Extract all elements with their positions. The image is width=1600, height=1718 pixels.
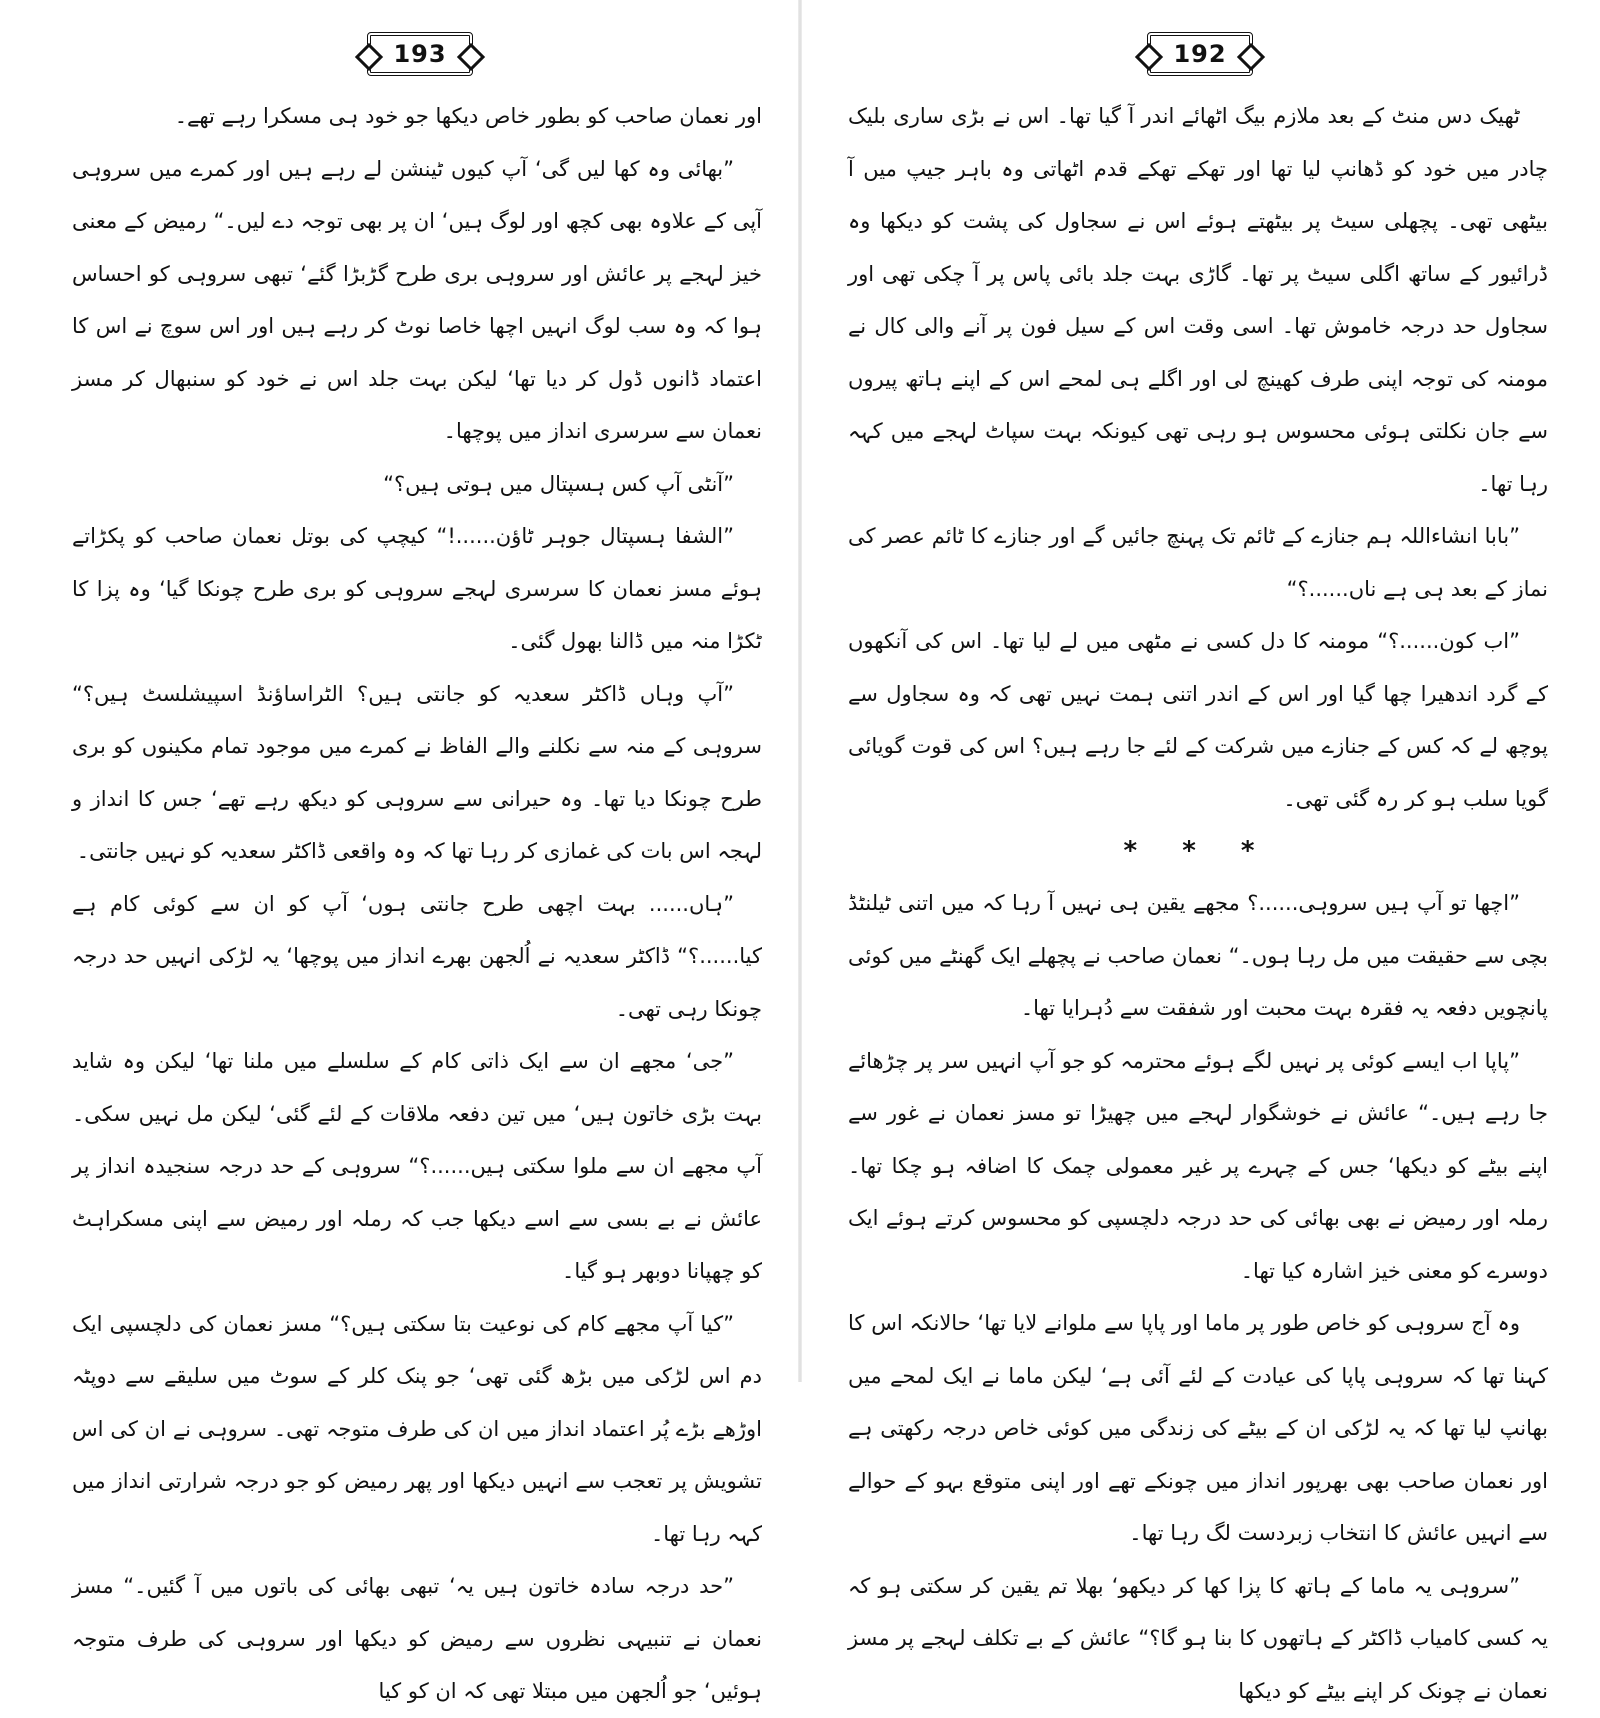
paragraph: ”سروہی یہ ماما کے ہاتھ کا پزا کھا کر دیکھو‘ بھلا تم یقین کر سکتی ہو کہ یہ کسی کامیاب ڈاکٹر کے ہاتھوں کا بنا ہو گا؟“ عائش کے بے تکلف لہجے پر مسز نعمان نے چونک کر اپنے بیٹے کو دیکھا — [848, 1573, 1548, 1703]
paragraph: ”پاپا اب ایسے کوئی پر نہیں لگے ہوئے محترمہ کو جو آپ انہیں سر پر چڑھائے جا رہے ہیں۔“ عائش نے خوشگوار لہجے میں چھیڑا تو مسز نعمان نے غور سے اپنے بیٹے کو دیکھا‘ جس کے چہرے پر غیر معمولی چمک کا اضافہ ہو چکا تھا۔ رملہ اور رمیض نے بھی بھائی کی حد درجہ دلچسپی کو محسوس کرتے ہوئے ایک دوسرے کو معنی خیز اشارہ کیا تھا۔ — [848, 1048, 1548, 1283]
paragraph: ”بابا انشاءاللہ ہم جنازے کے ٹائم تک پہنچ جائیں گے اور جنازے کا ٹائم عصر کی نماز کے بعد ہی ہے ناں......؟“ — [848, 524, 1548, 601]
page-number-193: 193 — [367, 32, 472, 76]
paragraph: ”اب کون......؟“ مومنہ کا دل کسی نے مٹھی میں لے لیا تھا۔ اس کی آنکھوں کے گرد اندھیرا چھا گیا اور اس کے اندر اتنی ہمت نہیں تھی کہ وہ سجاول سے پوچھ لے کہ کس کے جنازے میں شرکت کے لئے جا رہے ہیں؟ اس کی قوت گویائی گویا سلب ہو کر رہ گئی تھی۔ — [848, 629, 1548, 811]
paragraph: ”آنٹی آپ کس ہسپتال میں ہوتی ہیں؟“ — [383, 471, 734, 496]
right-page-text — [848, 90, 1548, 1717]
paragraph: ”بھائی وہ کھا لیں گی‘ آپ کیوں ٹینشن لے رہے ہیں اور کمرے میں سروہی آپی کے علاوہ بھی کچھ اور لوگ ہیں‘ ان پر بھی توجہ دے لیں۔“ رمیض کے معنی خیز لہجے پر عائش اور سروہی بری طرح گڑبڑا گئے‘ تبھی سروہی کو احساس ہوا کہ وہ سب لوگ انہیں اچھا خاصا نوٹ کر رہے ہیں اور اس سوچ نے اس کا اعتماد ڈانوں ڈول کر دیا تھا‘ لیکن بہت جلد اس نے خود کو سنبھال کر مسز نعمان سے سرسری انداز میں پوچھا۔ — [72, 156, 762, 443]
paragraph: ”جی‘ مجھے ان سے ایک ذاتی کام کے سلسلے میں ملنا تھا‘ لیکن وہ شاید بہت بڑی خاتون ہیں‘ میں تین دفعہ ملاقات کے لئے گئی‘ لیکن مل نہیں سکی۔ آپ مجھے ان سے ملوا سکتی ہیں......؟“ سروہی کے حد درجہ سنجیدہ انداز پر عائش نے بے بسی سے اسے دیکھا جب کہ رملہ اور رمیض سے اپنی مسکراہٹ کو چھپانا دوبھر ہو گیا۔ — [72, 1049, 762, 1283]
page-number-192: 192 — [1147, 32, 1252, 76]
right-page-header — [800, 32, 1600, 76]
right-page — [800, 0, 1600, 1703]
paragraph: ”حد درجہ سادہ خاتون ہیں یہ‘ تبھی بھائی کی باتوں میں آ گئیں۔“ مسز نعمان نے تنبیہی نظروں سے رمیض کو دیکھا اور سروہی کی طرف متوجہ ہوئیں‘ جو اُلجھن میں مبتلا تھی کہ ان کو کیا — [72, 1574, 762, 1703]
paragraph: ”ہاں...... بہت اچھی طرح جانتی ہوں‘ آپ کو ان سے کوئی کام ہے کیا......؟“ ڈاکٹر سعدیہ نے اُلجھن بھرے انداز میں پوچھا‘ یہ لڑکی انہیں حد درجہ چونکا رہی تھی۔ — [72, 891, 762, 1021]
paragraph: ”کیا آپ مجھے کام کی نوعیت بتا سکتی ہیں؟“ مسز نعمان کی دلچسپی ایک دم اس لڑکی میں بڑھ گئی تھی‘ جو پنک کلر کے سوٹ میں سلیقے سے دوپٹہ اوڑھے بڑے پُر اعتماد انداز میں ان کی طرف متوجہ تھی۔ سروہی نے ان کی اس تشویش پر تعجب سے انہیں دیکھا اور پھر رمیض کو جو درجہ شرارتی انداز میں کہہ رہا تھا۔ — [72, 1311, 762, 1546]
paragraph: وہ آج سروہی کو خاص طور پر ماما اور پاپا سے ملوانے لایا تھا‘ حالانکہ اس کا کہنا تھا کہ سروہی پاپا کی عیادت کے لئے آئی ہے‘ لیکن ماما نے ایک لمحے میں بھانپ لیا تھا کہ یہ لڑکی ان کے بیٹے کی زندگی میں کوئی خاص درجہ رکھتی ہے اور نعمان صاحب بھی بھرپور انداز میں چونکے تھے اور اپنی متوقع بہو کے حوالے سے انہیں عائش کا انتخاب زبردست لگ رہا تھا۔ — [848, 1311, 1548, 1545]
paragraph: ”آپ وہاں ڈاکٹر سعدیہ کو جانتی ہیں؟ الٹراساؤنڈ اسپیشلسٹ ہیں؟“ سروہی کے منہ سے نکلنے والے الفاظ نے کمرے میں موجود تمام مکینوں کو بری طرح چونکا دیا تھا۔ وہ حیرانی سے سروہی کو دیکھ رہے تھے‘ جس کا انداز و لہجہ اس بات کی غمازی کر رہا تھا کہ وہ واقعی ڈاکٹر سعدیہ کو نہیں جانتی۔ — [72, 681, 762, 863]
paragraph: ٹھیک دس منٹ کے بعد ملازم بیگ اٹھائے اندر آ گیا تھا۔ اس نے بڑی ساری بلیک چادر میں خود کو ڈھانپ لیا تھا اور تھکے تھکے قدم اٹھاتی وہ باہر جیپ میں آ بیٹھی تھی۔ پچھلی سیٹ پر بیٹھتے ہوئے اس نے سجاول کی پشت کو دیکھا وہ ڈرائیور کے ساتھ اگلی سیٹ پر تھا۔ گاڑی بہت جلد بائی پاس پر آ چکی تھی اور سجاول حد درجہ خاموش تھا۔ اسی وقت اس کے سیل فون پر آنے والی کال نے مومنہ کی توجہ اپنی طرف کھینچ لی اور اگلے ہی لمحے اس کے اپنے ہاتھ پیروں سے جان نکلتی ہوئی محسوس ہو رہی تھی کیونکہ بہت سپاٹ لہجے میں کہہ رہا تھا۔ — [848, 104, 1548, 496]
left-page-text — [72, 90, 762, 1718]
paragraph: اور نعمان صاحب کو بطور خاص دیکھا جو خود ہی مسکرا رہے تھے۔ — [174, 104, 762, 128]
left-page-header — [0, 32, 800, 76]
section-break: * * * — [1123, 836, 1273, 866]
paragraph: ”الشفا ہسپتال جوہر ٹاؤن......!“ کیچپ کی بوتل نعمان صاحب کو پکڑاتے ہوئے مسز نعمان کا سرسری لہجے سروہی کو بری طرح چونکا گیا‘ وہ پزا کا ٹکڑا منہ میں ڈالنا بھول گئی۔ — [72, 524, 762, 653]
left-page — [0, 0, 800, 1703]
paragraph: ”اچھا تو آپ ہیں سروہی......؟ مجھے یقین ہی نہیں آ رہا کہ میں اتنی ٹیلنٹڈ بچی سے حقیقت میں مل رہا ہوں۔“ نعمان صاحب نے پچھلے ایک گھنٹے میں کوئی پانچویں دفعہ یہ فقرہ بہت محبت اور شفقت سے دُہرایا تھا۔ — [848, 891, 1548, 1020]
